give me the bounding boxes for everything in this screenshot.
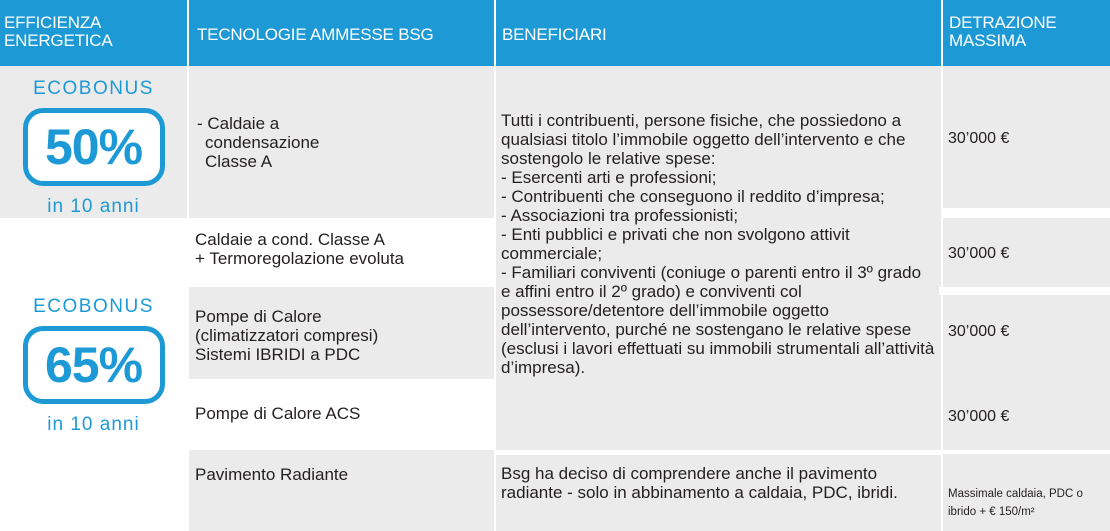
header-tecnologie: TECNOLOGIE AMMESSE BSG bbox=[189, 0, 494, 66]
tech-row2 bbox=[189, 218, 494, 287]
tech-row1 bbox=[189, 66, 494, 218]
pavimento-note: Bsg ha deciso di comprendere anche il pavimento radiante - solo in abbinamento a caldaia, PDC, ibridi. bbox=[501, 464, 898, 502]
ecobonus-50-badge: 50% bbox=[23, 108, 165, 186]
beneficiaries-item4: - Enti pubblici e privati che non svolgono attivit commerciale; bbox=[501, 225, 850, 263]
tech-row4: Pompe di Calore ACS bbox=[195, 404, 361, 423]
header-efficienza: EFFICIENZA ENERGETICA bbox=[0, 0, 187, 66]
deduction-row3: 30’000 € bbox=[948, 323, 1010, 340]
beneficiaries-text bbox=[496, 66, 941, 450]
tech-row1-line1: - Caldaie a bbox=[197, 114, 280, 133]
tech-row3-line2: (climatizzatori compresi) bbox=[195, 326, 379, 345]
beneficiaries-item1: - Esercenti arti e professioni; bbox=[501, 168, 717, 187]
ecobonus-50-block bbox=[0, 66, 187, 218]
ecobonus-65-title: ECOBONUS bbox=[33, 296, 154, 317]
deduction-row5: Massimale caldaia, PDC o ibrido + € 150/m² bbox=[948, 488, 1083, 518]
ecobonus-65-years: in 10 anni bbox=[47, 414, 140, 435]
ecobonus-65-block bbox=[0, 218, 187, 531]
deduction-row1: 30’000 € bbox=[948, 130, 1010, 147]
ecobonus-65-badge: 65% bbox=[23, 326, 165, 404]
beneficiaries-item5: - Familiari conviventi (coniuge o parenti entro il 3º grado e affini entro il 2º grado) e conviventi col possessore/detentore dell’immobile oggetto dell’intervento, purché ne sostengano le relative spese (esclusi i lavori effettuati su immobili strumentali all’attività d’impresa). bbox=[501, 263, 935, 377]
tech-row2-line2: + Termoregolazione evoluta bbox=[195, 249, 405, 268]
ecobonus-50-years: in 10 anni bbox=[47, 196, 140, 217]
tech-row5: Pavimento Radiante bbox=[195, 465, 349, 484]
deduction-row4: 30’000 € bbox=[948, 407, 1010, 425]
header-beneficiari: BENEFICIARI bbox=[496, 0, 941, 66]
beneficiaries-item3: - Associazioni tra professionisti; bbox=[501, 206, 739, 225]
header-detrazione: DETRAZIONE MASSIMA bbox=[943, 0, 1110, 66]
beneficiaries-item2: - Contribuenti che conseguono il reddito d’impresa; bbox=[501, 187, 885, 206]
deduction-row2: 30’000 € bbox=[948, 244, 1010, 262]
beneficiaries-intro: Tutti i contribuenti, persone fisiche, che possiedono a qualsiasi titolo l’immobile oggetto dell’intervento e che sostengolo le relative spese: bbox=[501, 111, 906, 168]
tech-row2-line1: Caldaie a cond. Classe A bbox=[195, 230, 385, 249]
col4-separator-1 bbox=[939, 287, 1110, 295]
ecobonus-50-title: ECOBONUS bbox=[33, 78, 154, 99]
tech-row1-line3: Classe A bbox=[205, 152, 273, 171]
tech-row3-line3: Sistemi IBRIDI a PDC bbox=[195, 345, 361, 364]
tech-row1-line2: condensazione bbox=[205, 133, 320, 152]
tech-row3-line1: Pompe di Calore bbox=[195, 307, 322, 326]
tech-row3 bbox=[189, 287, 494, 379]
